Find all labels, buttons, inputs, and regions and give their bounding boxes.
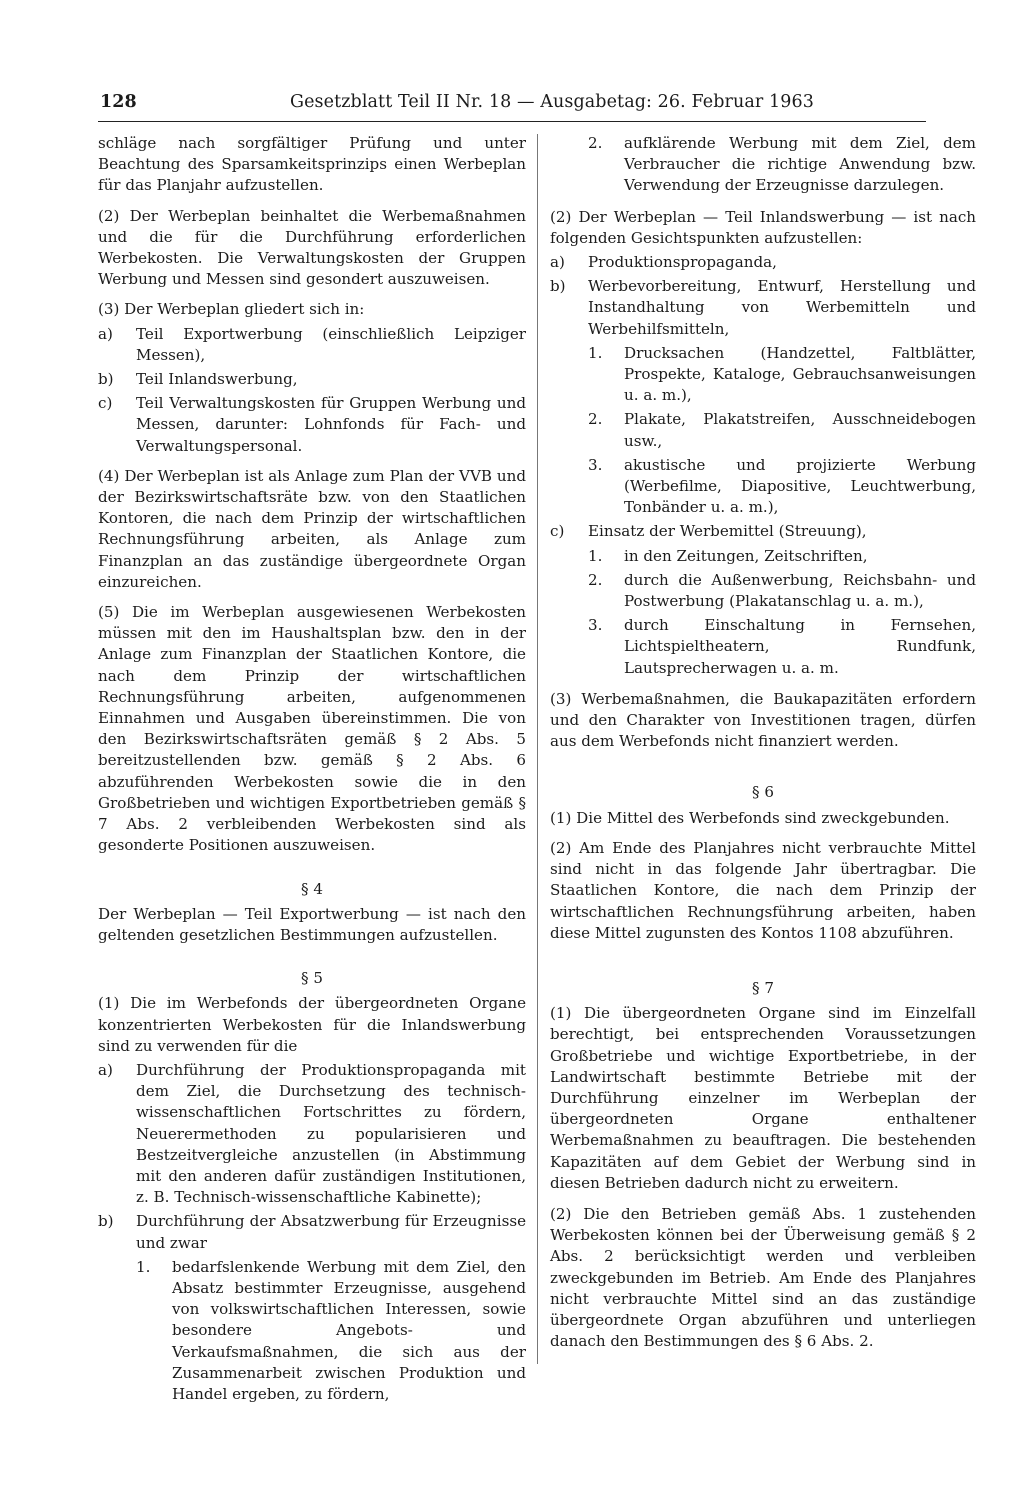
list-text: durch Einschaltung in Fernsehen, Lichtspieltheatern, Rundfunk, Lautsprecherwagen u. a. m. [624,616,976,677]
list-label: c) [98,394,113,413]
list-item [98,324,526,366]
list-text: Teil Inlandswerbung, [136,370,298,389]
list-item [550,546,976,567]
section-heading-6: § 6 [752,783,774,802]
page-header [98,92,928,116]
list-text: bedarfslenkende Werbung mit dem Ziel, den Absatz bestimmter Erzeugnisse, ausgehend von volkswirtschaftlichen Interessen, sowie besondere Angebots- und Verkaufsmaßnahmen, die sich aus der Zusammenarbeit zwischen Produktion und Handel ergeben, zu fördern, [172,1257,526,1403]
list-label: a) [98,324,113,343]
list-label: a) [98,1060,113,1079]
list-item [98,1257,526,1405]
section-5-paragraph-1: (1) Die im Werbefonds der übergeordneten Organe konzentrierten Werbekosten für die Inlandswerbung sind zu verwenden für die [98,994,526,1055]
list-text: in den Zeitungen, Zeitschriften, [624,546,868,565]
list-label: 2. [588,134,603,152]
list-label: b) [98,1212,114,1231]
list-item [550,521,976,542]
list-item [550,409,976,451]
list-label: b) [550,277,566,296]
right-column [550,133,976,1352]
section-heading-5: § 5 [301,969,323,988]
list-label: 1. [588,343,603,362]
list-label: 3. [588,616,603,635]
list-text: Werbevorbereitung, Entwurf, Herstellung und Instandhaltung von Werbemitteln und Werbehilfsmitteln, [588,277,976,338]
list-label: 3. [588,455,603,474]
list-text: Einsatz der Werbemittel (Streuung), [588,522,867,541]
list-text: Durchführung der Produktionspropaganda mit dem Ziel, die Durchsetzung des technisch-wissenschaftlichen Fortschrittes zu fördern, Neuerermethoden zu popularisieren und Bestzeitvergleiche anzustellen (in Abstimmung mit den anderen dafür zuständigen Institutionen, z. B. Technisch-wissenschaftliche Kabinette); [136,1060,526,1207]
paragraph-2: (2) Der Werbeplan — Teil Inlandswerbung — ist nach folgenden Gesichtspunkten aufzustellen: [550,207,976,247]
paragraph-3: (3) Werbemaßnahmen, die Baukapazitäten erfordern und den Charakter von Investitionen tragen, dürfen aus dem Werbefonds nicht finanziert werden. [550,689,976,751]
list-label: 2. [588,570,603,589]
list-item [98,369,526,390]
list-text: Teil Exportwerbung (einschließlich Leipziger Messen), [136,324,526,364]
list-label: a) [550,253,565,272]
list-item [550,133,976,197]
list-item [98,1211,526,1253]
list-item [550,343,976,407]
gazette-title: Gesetzblatt Teil II Nr. 18 — Ausgabetag: 26. Februar 1963 [290,92,814,112]
section-heading-4: § 4 [301,879,323,898]
list-text: Produktionspropaganda, [588,253,777,272]
section-4-text: Der Werbeplan — Teil Exportwerbung — ist nach den geltenden gesetzlichen Bestimmungen aufzustellen. [98,904,526,944]
list-text: durch die Außenwerbung, Reichsbahn- und Postwerbung (Plakatanschlag u. a. m.), [624,570,976,611]
list-text: Durchführung der Absatzwerbung für Erzeugnisse und zwar [136,1212,526,1252]
header-rule [98,121,926,122]
section-heading-7: § 7 [752,978,774,997]
column-divider [537,134,538,1364]
paragraph-5: (5) Die im Werbeplan ausgewiesenen Werbekosten müssen mit den im Haushaltsplan bzw. den in der Anlage zum Finanzplan der Staatlichen Kontore, die nach dem Prinzip der wirtschaftlichen Rechnungsführung arbeiten, aufgenommenen Einnahmen und Ausgaben übereinstimmen. Die von den Bezirkswirtschaftsräten gemäß § 2 Abs. 5 bereitzustellenden bzw. gemäß § 2 Abs. 6 abzuführenden Werbekosten sowie die in den Großbetrieben und wichtigen Exportbetrieben gemäß § 7 Abs. 2 verbleibenden Werbekosten sind als gesonderte Positionen auszuweisen. [98,603,526,855]
list-text: akustische und projizierte Werbung (Werbefilme, Diapositive, Leuchtwerbung, Tonbänder u. a. m.), [624,455,976,517]
section-7-paragraph-1: (1) Die übergeordneten Organe sind im Einzelfall berechtigt, bei entsprechenden Voraussetzungen Großbetriebe und wichtige Exportbetriebe, in der Landwirtschaft bestimmte Betriebe mit der Durchführung einzelner im Werbeplan der übergeordneten Organe enthaltener Werbemaßnahmen zu beauftragen. Die bestehenden Kapazitäten auf dem Gebiet der Werbung sind in diesen Betrieben dadurch nicht zu erweitern. [550,1004,976,1192]
list-item [550,252,976,273]
paragraph-3: (3) Der Werbeplan gliedert sich in: [98,300,365,319]
list-text: aufklärende Werbung mit dem Ziel, dem Verbraucher die richtige Anwendung bzw. Verwendung der Erzeugnisse darzulegen. [624,134,976,195]
list-label: 1. [588,546,603,565]
paragraph-continuation: schläge nach sorgfältiger Prüfung und unter Beachtung des Sparsamkeitsprinzips einen Werbeplan für das Planjahr aufzustellen. [98,134,526,195]
paragraph-2: (2) Der Werbeplan beinhaltet die Werbemaßnahmen und die für die Durchführung erforderlichen Werbekosten. Die Verwaltungskosten der Gruppen Werbung und Messen sind gesondert auszuweisen. [98,206,526,289]
section-6-paragraph-2: (2) Am Ende des Planjahres nicht verbrauchte Mittel sind nicht in das folgende Jahr übertragbar. Die Staatlichen Kontore, die nach dem Prinzip der wirtschaftlichen Rechnungsführung arbeiten, haben diese Mittel zugunsten des Kontos 1108 abzuführen. [550,838,976,942]
section-7-paragraph-2: (2) Die den Betrieben gemäß Abs. 1 zustehenden Werbekosten können bei der Überweisung gemäß § 2 Abs. 2 berücksichtigt werden und verbleiben zweckgebunden im Betrieb. Am Ende des Planjahres nicht verbrauchte Mittel sind an das zuständige übergeordnete Organ abzuführen und unterliegen danach den Bestimmungen des § 6 Abs. 2. [550,1204,976,1351]
list-text: Drucksachen (Handzettel, Faltblätter, Prospekte, Kataloge, Gebrauchsanweisungen u. a. m.), [624,343,976,405]
list-text: Plakate, Plakatstreifen, Ausschneidebogen usw., [624,410,976,450]
left-column [98,133,526,1405]
list-label: c) [550,522,565,541]
section-6-paragraph-1: (1) Die Mittel des Werbefonds sind zweckgebunden. [550,808,950,827]
list-item [550,276,976,340]
list-item [98,393,526,457]
list-item [550,455,976,519]
list-text: Teil Verwaltungskosten für Gruppen Werbung und Messen, darunter: Lohnfonds für Fach- und Verwaltungspersonal. [136,394,526,455]
list-item [550,615,976,679]
list-label: 1. [136,1257,151,1276]
list-item [550,570,976,612]
list-label: 2. [588,410,603,429]
list-item [98,1060,526,1208]
paragraph-4: (4) Der Werbeplan ist als Anlage zum Plan der VVB und der Bezirkswirtschaftsräte bzw. von den Staatlichen Kontoren, die nach dem Prinzip der wirtschaftlichen Rechnungsführung arbeiten, als Anlage zum Finanzplan an das zuständige übergeordnete Organ einzureichen. [98,466,526,591]
page-number: 128 [100,92,137,112]
list-label: b) [98,370,114,389]
